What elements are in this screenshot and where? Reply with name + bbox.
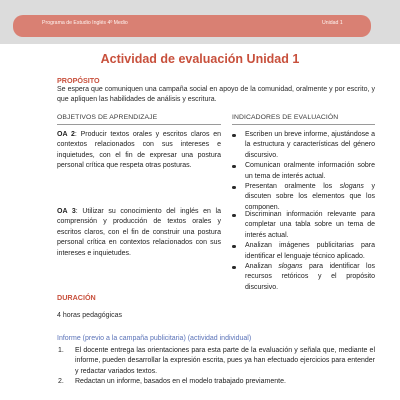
- step-number: 2.: [58, 378, 64, 386]
- report-heading: Informe (previo a la campaña publicitaria) (actividad individual): [57, 335, 252, 342]
- step-text: Redactan un informe, basados en el modelo trabajado previamente.: [75, 378, 286, 386]
- indicator-item: [232, 161, 375, 182]
- bullet-icon: [232, 245, 236, 249]
- indicator-item: [232, 241, 375, 262]
- indicators-heading: INDICADORES DE EVALUACIÓN: [232, 114, 339, 121]
- series-label: Programa de Estudio Inglés 4º Medio: [42, 20, 128, 26]
- duration-heading: DURACIÓN: [57, 293, 96, 302]
- page-title: Actividad de evaluación Unidad 1: [100, 52, 300, 66]
- objective-text: : Utilizar su conocimiento del inglés en la comprensión y producción de textos orales y escritos claros, con el fin de construir una postura personal crítica en contextos relacionados con sus intereses e inquietudes.: [57, 208, 222, 257]
- indicator-item: [232, 182, 375, 213]
- indicator-text: Comunican oralmente información sobre un tema de interés actual.: [245, 162, 375, 180]
- bullet-icon: [232, 266, 236, 270]
- step-text: El docente entrega las orientaciones para esta parte de la evaluación y señala que, mediante el informe, pueden desarrollar la expresión escrita, pues ya han efectuado ejercicios para entender y redactar variados textos.: [75, 347, 375, 375]
- purpose-text: Se espera que comuniquen una campaña social en apoyo de la comunidad, oralmente y por escrito, y que apliquen las habilidades de análisis y escritura.: [57, 86, 375, 104]
- indicator-text: Analizan imágenes publicitarias para identificar el lenguaje técnico aplicado.: [245, 242, 375, 260]
- indicator-text: Analizan slogans para identificar los recursos retóricos y el propósito discursivo.: [245, 263, 375, 291]
- indicator-item: [232, 130, 375, 161]
- duration-text: 4 horas pedagógicas: [57, 312, 122, 319]
- objective-oa3: [57, 207, 221, 259]
- bullet-icon: [232, 134, 236, 138]
- indicator-item: [232, 210, 375, 241]
- objectives-heading-rule: [57, 124, 221, 125]
- indicator-text: Discriminan información relevante para completar una tabla sobre un tema de interés actual.: [245, 211, 375, 239]
- objective-text: : Producir textos orales y escritos claros en contextos relacionados con sus intereses e inquietudes, con el fin de expresar una postura personal crítica que respeta otras posturas.: [57, 131, 221, 170]
- indicator-list-1: [232, 130, 375, 213]
- indicator-text: Presentan oralmente los slogans y discuten sobre los elementos que los componen.: [245, 183, 375, 211]
- report-step: [57, 346, 375, 377]
- report-step: [57, 377, 375, 387]
- bullet-icon: [232, 186, 236, 190]
- objective-code: OA 2: [57, 131, 75, 138]
- step-number: 1.: [58, 347, 64, 354]
- unit-badge: Unidad 1: [322, 20, 343, 26]
- indicator-text: Escriben un breve informe, ajustándose a la estructura y características del género discursivo.: [245, 131, 375, 159]
- indicator-list-2: [232, 210, 375, 293]
- bullet-icon: [232, 165, 236, 169]
- objective-code: OA 3: [57, 208, 76, 215]
- report-steps: [57, 346, 375, 388]
- indicator-item: [232, 262, 375, 293]
- header-bar: [13, 15, 371, 37]
- bullet-icon: [232, 214, 236, 218]
- objectives-heading: OBJETIVOS DE APRENDIZAJE: [57, 114, 158, 121]
- indicators-heading-rule: [232, 124, 375, 125]
- objective-oa2: [57, 130, 221, 172]
- purpose-heading: PROPÓSITO: [57, 76, 100, 85]
